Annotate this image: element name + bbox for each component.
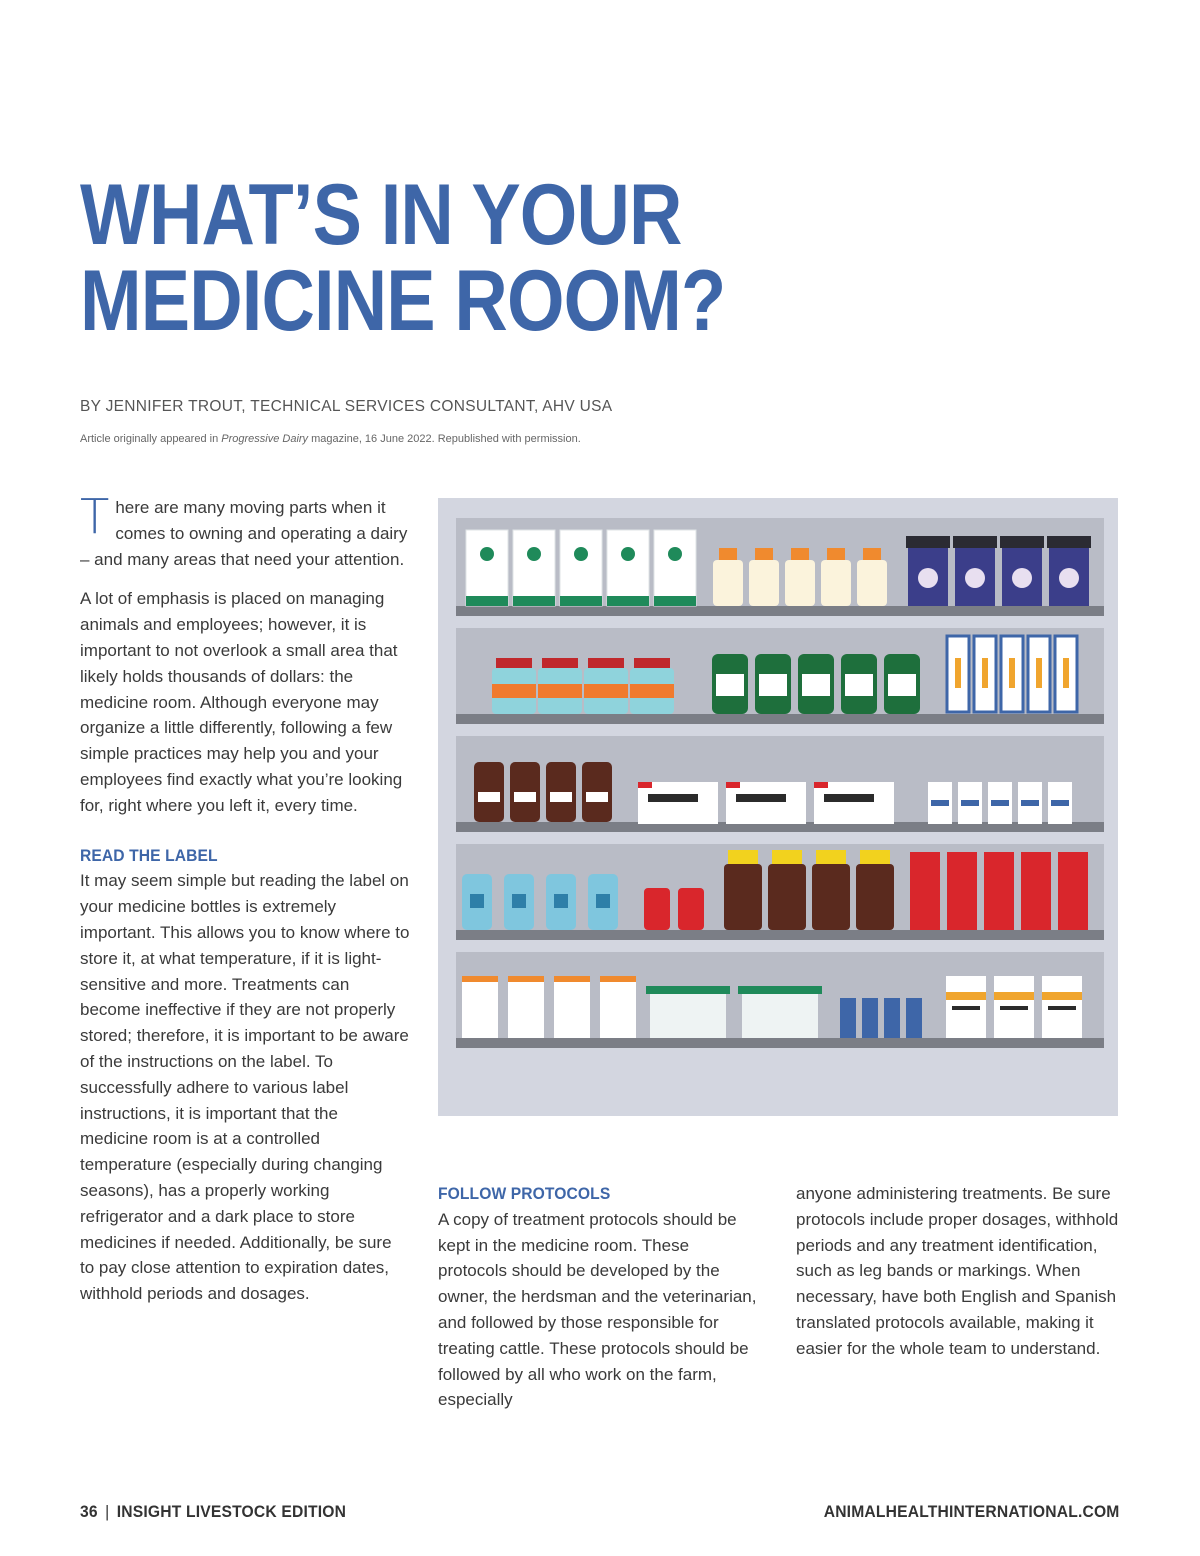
article-title [80, 167, 854, 349]
follow-protocols-continued: anyone administering treatments. Be sure protocols include proper dosages, withhold periods and any treatment identification, such as leg bands or markings. When necessary, have both English and Spanish translated protocols available, making it easier for the whole team to understand. [796, 1184, 1119, 1358]
intro-paragraph-2: A lot of emphasis is placed on managing animals and employees; however, it is important to not overlook a small area that likely holds thousands of dollars: the medicine room. Although everyone may organize a little differently, following a few simple practices may help you and your employees find exactly what you’re looking for, right where you left it, every time. [80, 589, 403, 815]
column-3 [796, 1181, 1126, 1376]
intro-text-1: here are many moving parts when it comes to owning and operating a dairy – and many areas that need your attention. [80, 498, 408, 569]
read-label-body: It may seem simple but reading the label on your medicine bottles is extremely important. This allows you to know where to store it, at what temperature, if it is light-sensitive and more. Treatments can become ineffective if they are not properly stored; therefore, it is important to be aware of the instructions on the label. To successfully adhere to various label instructions, it is important that the medicine room is at a controlled temperature (especially during changing seasons), has a properly working refrigerator and a dark place to store medicines if needed. Additionally, be sure to pay close attention to expiration dates, withhold periods and dosages. [80, 871, 410, 1304]
read-label-heading: READ THE LABEL [80, 845, 218, 865]
column-2 [438, 1181, 758, 1427]
byline: BY JENNIFER TROUT, TECHNICAL SERVICES CONSULTANT, AHV USA [80, 398, 613, 415]
credit-prefix: Article originally appeared in [80, 433, 222, 445]
medicine-shelf-illustration [438, 498, 1118, 1116]
footer-left [80, 1502, 346, 1522]
page-number: 36 [80, 1502, 98, 1521]
follow-protocols-body: A copy of treatment protocols should be kept in the medicine room. These protocols should be developed by the owner, the herdsman and the veterinarian, and followed by those responsible for treating cattle. These protocols should be followed by all who work on the farm, especially [438, 1209, 757, 1410]
footer-separator: | [105, 1502, 110, 1521]
title-line-2: MEDICINE ROOM? [80, 253, 726, 349]
follow-protocols-heading: FOLLOW PROTOCOLS [438, 1184, 611, 1203]
credit-magazine: Progressive Dairy [221, 433, 309, 445]
publication-name: INSIGHT LIVESTOCK EDITION [116, 1502, 347, 1521]
column-1 [80, 489, 410, 1321]
dropcap: T [80, 489, 110, 545]
footer-website: ANIMALHEALTHINTERNATIONAL.COM [824, 1502, 1120, 1521]
credit-suffix: magazine, 16 June 2022. Republished with permission. [308, 433, 581, 445]
credit-note [80, 433, 581, 445]
title-line-1: WHAT’S IN YOUR [80, 167, 682, 263]
intro-paragraph-1 [80, 489, 410, 572]
